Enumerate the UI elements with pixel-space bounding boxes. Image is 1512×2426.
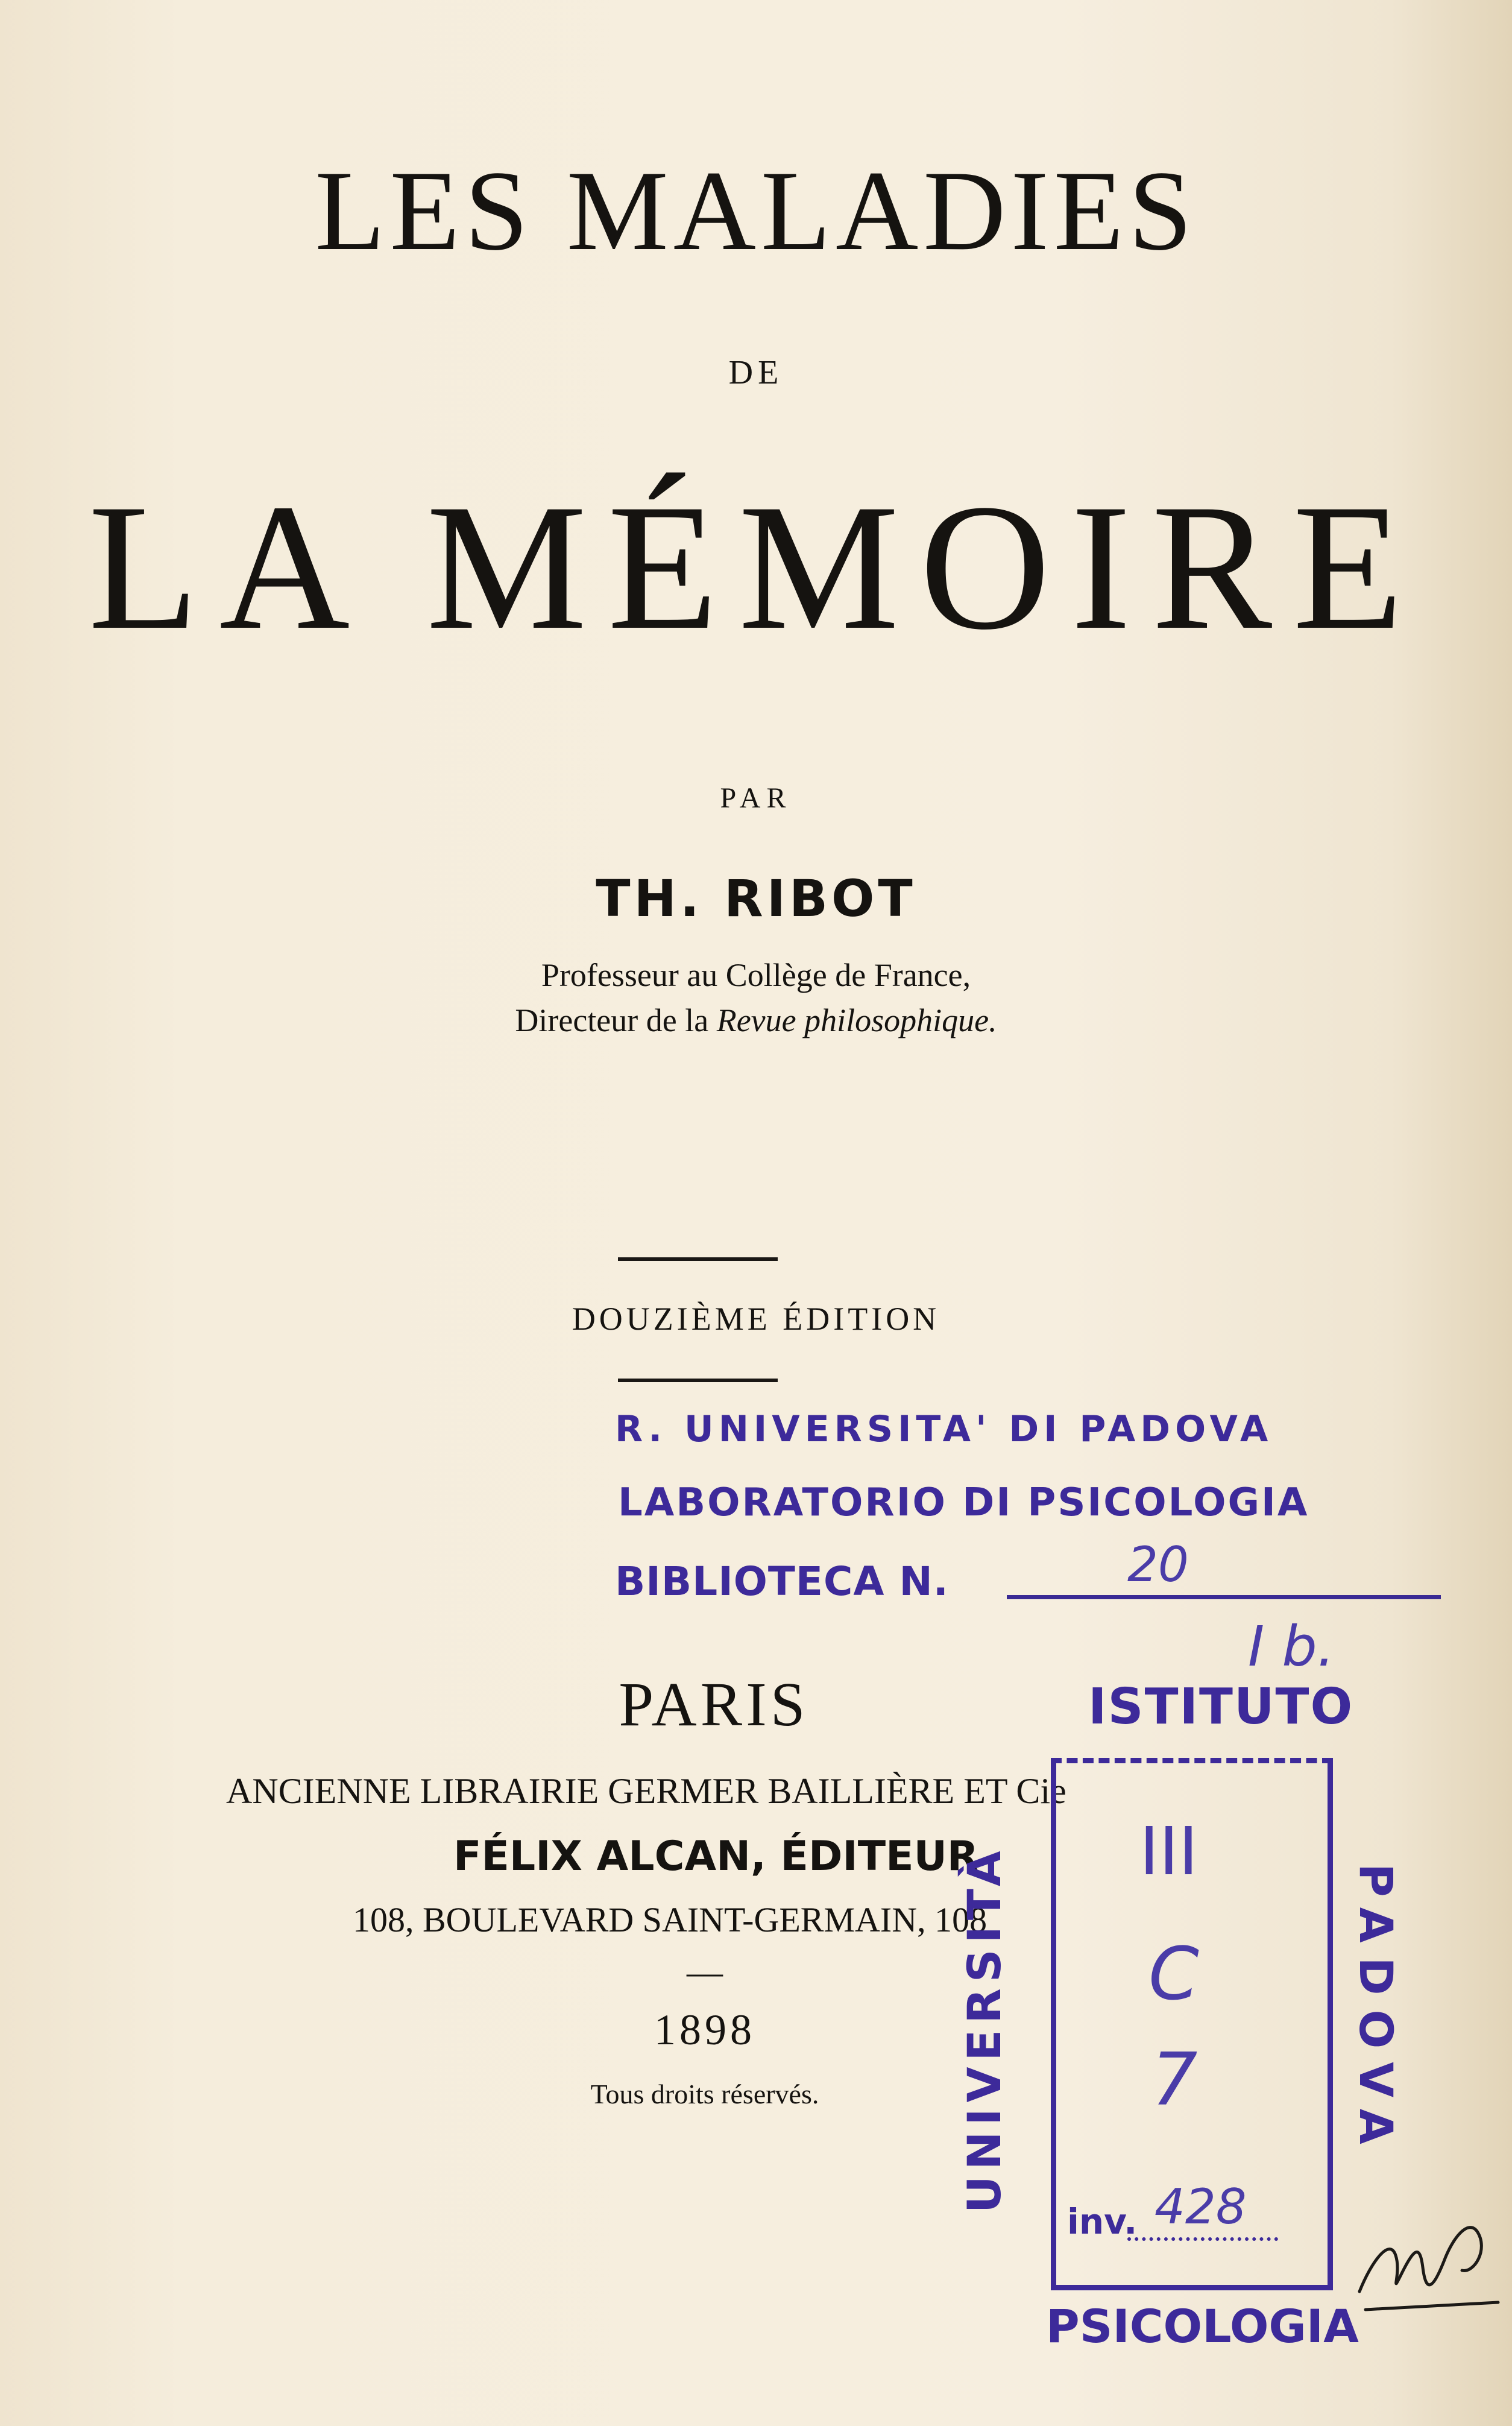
institute-stamp-top: ISTITUTO [1088,1678,1354,1736]
inv-dotted-line [1127,2237,1278,2241]
rights: Tous droits réservés. [590,2079,819,2109]
author-role-1: Professeur au Collège de France, [541,957,971,993]
rule-above-edition [618,1257,778,1261]
handwritten-signature [1347,2171,1504,2328]
title-de: DE [728,354,784,391]
imprint-dash: — [687,1952,723,1992]
rule-below-edition [618,1379,778,1382]
shelf-mark-3: 7 [1151,2038,1198,2122]
library-number-handwritten: 20 [1127,1537,1189,1593]
author-role-2 [0,1004,1512,1037]
publisher-address: 108, BOULEVARD SAINT-GERMAIN, 108 [353,1900,988,1939]
author-role-2-prefix: Directeur de la [515,1002,709,1038]
par-label: PAR [720,782,792,814]
institute-stamp-bottom: PSICOLOGIA [1046,2299,1359,2353]
stamp-line-university: R. UNIVERSITA' DI PADOVA [615,1408,1273,1450]
journal-title: Revue philosophique. [716,1002,997,1038]
institute-stamp-left-vertical: UNIVERSITÀ [957,1845,1011,2213]
shelf-mark-2: C [1148,1933,1199,2017]
title-line-1: LES MALADIES [315,148,1197,274]
shelf-mark-1: III [1139,1813,1199,1890]
author-name: TH. RIBOT [596,869,916,928]
publisher-line-1: ANCIENNE LIBRAIRIE GERMER BAILLIÈRE ET Cie [226,1771,1066,1811]
stamp-number-underline [1007,1595,1441,1599]
stamp-line-laboratory: LABORATORIO DI PSICOLOGIA [618,1480,1309,1525]
city: PARIS [619,1670,809,1739]
publisher-line-2: FÉLIX ALCAN, ÉDITEUR [453,1833,979,1880]
inv-label: inv. [1067,2201,1138,2242]
edition: DOUZIÈME ÉDITION [572,1301,940,1337]
year: 1898 [654,2006,755,2054]
stamp-line-library-number: BIBLIOTECA N. [615,1558,949,1605]
title-line-2: LA MÉMOIRE [88,467,1424,667]
inv-number: 428 [1154,2179,1247,2235]
institute-stamp-right-vertical: PADOVA [1349,1863,1403,2159]
handwritten-ib: I b. [1248,1614,1335,1679]
